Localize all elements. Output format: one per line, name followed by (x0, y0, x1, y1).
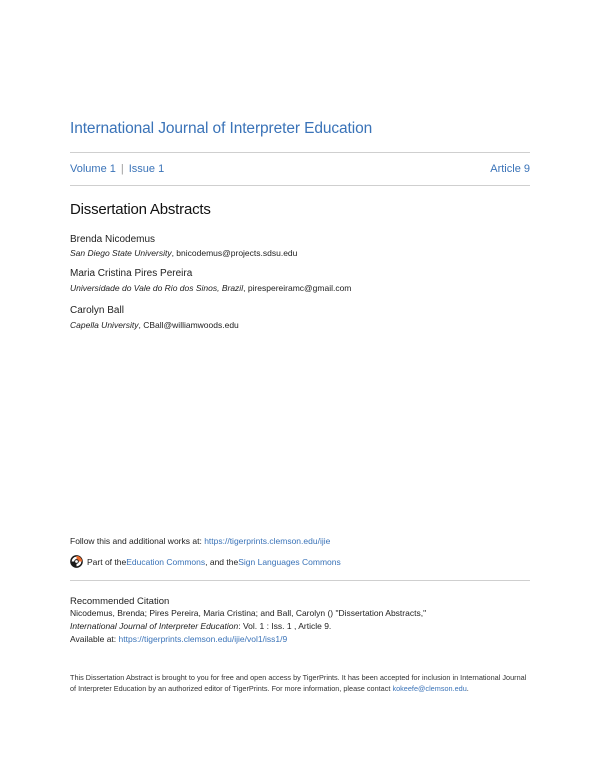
follow-link[interactable]: https://tigerprints.clemson.edu/ijie (204, 536, 331, 546)
partof-prefix: Part of the (87, 556, 127, 567)
part-of-line (70, 555, 341, 568)
notice-text: This Dissertation Abstract is brought to you for free and open access by TigerPrints. It has been accepted for inclusion in International Journal of Interpreter Education by an authorized editor of TigerPrints. For more information, please contact (70, 673, 527, 694)
citation-volume: : Vol. 1 : Iss. 1 , Article 9. (238, 621, 332, 631)
citation-line-2 (70, 621, 331, 631)
affiliation-text: Capella University (70, 320, 139, 330)
volume-link[interactable]: Volume 1 (70, 163, 116, 175)
author-name: Carolyn Ball (70, 305, 124, 316)
issue-link[interactable]: Issue 1 (128, 163, 165, 175)
header-rule-bottom (70, 185, 530, 186)
partof-mid: , and the (205, 556, 239, 567)
follow-prefix: Follow this and additional works at: (70, 536, 205, 546)
author-affiliation (70, 248, 297, 258)
separator: | (120, 163, 124, 175)
education-commons-link[interactable]: Education Commons (126, 556, 206, 567)
available-prefix: Available at: (70, 634, 119, 644)
citation-rule (70, 580, 530, 581)
access-notice (70, 672, 532, 695)
contact-email-link[interactable]: kokeefe@clemson.edu (392, 684, 467, 694)
document-title: Dissertation Abstracts (70, 201, 211, 218)
header-rule-top (70, 152, 530, 153)
author-email: , bnicodemus@projects.sdsu.edu (171, 248, 298, 258)
author-name: Brenda Nicodemus (70, 234, 156, 245)
author-name: Maria Cristina Pires Pereira (70, 268, 193, 279)
article-link[interactable]: Article 9 (490, 163, 530, 175)
available-link[interactable]: https://tigerprints.clemson.edu/ijie/vol1/iss1/9 (118, 634, 288, 644)
notice-end: . (466, 684, 469, 694)
affiliation-text: San Diego State University (70, 248, 172, 258)
affiliation-text: Universidade do Vale do Rio dos Sinos, Brazil (70, 283, 244, 293)
citation-journal: International Journal of Interpreter Education (70, 621, 239, 631)
citation-line-3 (70, 634, 287, 644)
author-email: , pirespereiramc@gmail.com (243, 283, 352, 293)
citation-line-1: Nicodemus, Brenda; Pires Pereira, Maria Cristina; and Ball, Carolyn () "Dissertation Abstracts," (70, 608, 427, 618)
bepress-network-icon (70, 555, 83, 568)
volume-issue (70, 163, 164, 175)
citation-heading: Recommended Citation (70, 596, 170, 607)
sign-languages-commons-link[interactable]: Sign Languages Commons (238, 556, 341, 567)
author-affiliation (70, 320, 239, 330)
author-affiliation (70, 283, 351, 293)
author-email: , CBall@williamwoods.edu (138, 320, 239, 330)
follow-line (70, 536, 330, 546)
journal-title[interactable]: International Journal of Interpreter Education (70, 120, 373, 137)
